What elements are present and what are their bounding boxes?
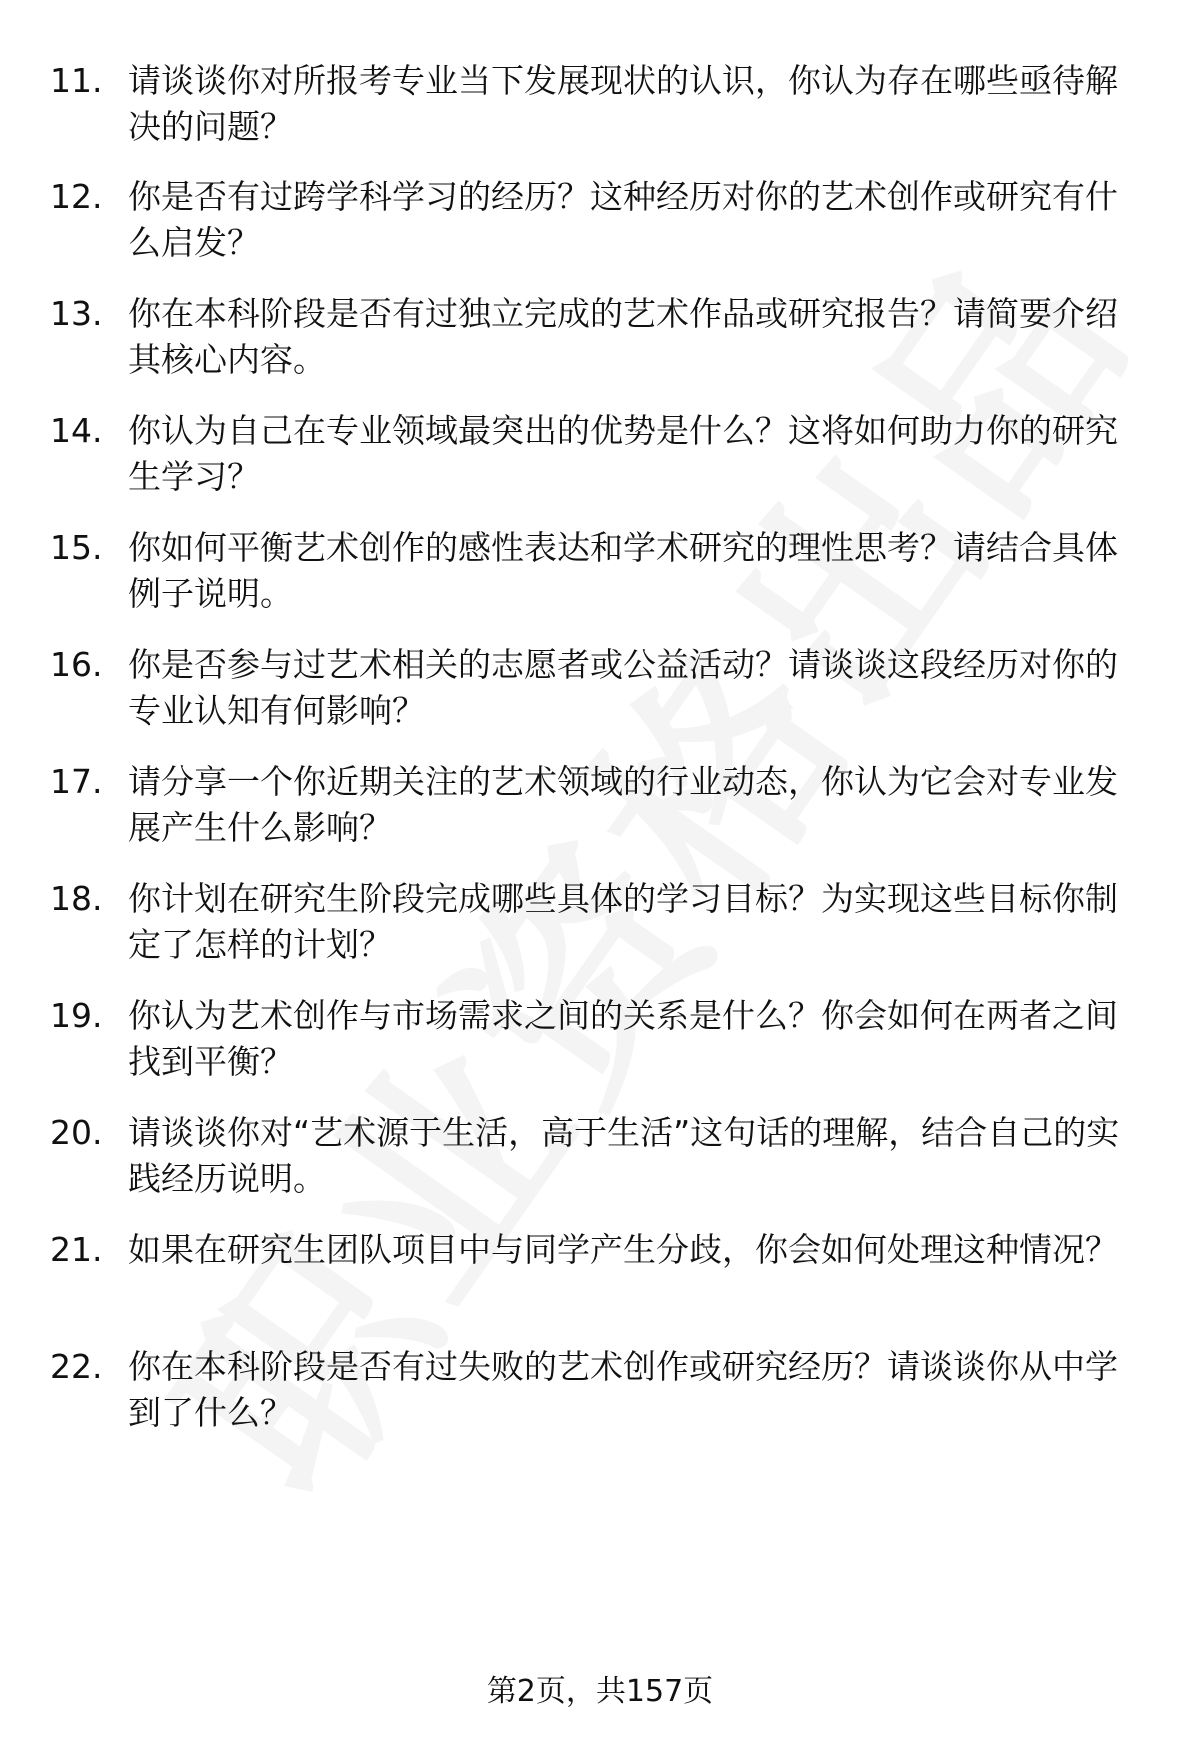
question-item <box>0 993 1200 1113</box>
question-item <box>0 1110 1200 1230</box>
question-number: 14. <box>50 411 103 450</box>
question-number: 18. <box>50 879 103 918</box>
question-item <box>0 291 1200 411</box>
question-number: 13. <box>50 294 103 333</box>
question-text: 你是否参与过艺术相关的志愿者或公益活动？请谈谈这段经历对你的专业认知有何影响？ <box>128 645 1118 730</box>
question-item <box>0 58 1200 178</box>
question-item <box>0 642 1200 762</box>
question-text: 如果在研究生团队项目中与同学产生分歧，你会如何处理这种情况？ <box>128 1230 1118 1269</box>
question-item <box>0 1227 1200 1347</box>
question-item <box>0 876 1200 996</box>
question-number: 19. <box>50 996 103 1035</box>
question-number: 15. <box>50 528 103 567</box>
question-number: 12. <box>50 177 103 216</box>
question-item <box>0 1344 1200 1464</box>
question-number: 21. <box>50 1230 103 1269</box>
question-text: 请分享一个你近期关注的艺术领域的行业动态，你认为它会对专业发展产生什么影响？ <box>128 762 1118 847</box>
question-number: 17. <box>50 762 103 801</box>
question-text: 请谈谈你对所报考专业当下发展现状的认识，你认为存在哪些亟待解决的问题？ <box>128 61 1118 146</box>
page-number-label: 第2页，共157页 <box>486 1674 714 1709</box>
question-text: 你如何平衡艺术创作的感性表达和学术研究的理性思考？请结合具体例子说明。 <box>128 528 1118 613</box>
page-footer <box>0 1672 1200 1712</box>
question-text: 你计划在研究生阶段完成哪些具体的学习目标？为实现这些目标你制定了怎样的计划？ <box>128 879 1118 964</box>
question-item <box>0 408 1200 528</box>
question-item <box>0 759 1200 879</box>
question-number: 22. <box>50 1347 103 1386</box>
question-item <box>0 525 1200 645</box>
question-number: 16. <box>50 645 103 684</box>
question-text: 你在本科阶段是否有过失败的艺术创作或研究经历？请谈谈你从中学到了什么？ <box>128 1347 1118 1432</box>
question-text: 你认为艺术创作与市场需求之间的关系是什么？你会如何在两者之间找到平衡？ <box>128 996 1118 1081</box>
question-text: 你在本科阶段是否有过独立完成的艺术作品或研究报告？请简要介绍其核心内容。 <box>128 294 1118 379</box>
question-text: 请谈谈你对“艺术源于生活，高于生活”这句话的理解，结合自己的实践经历说明。 <box>128 1113 1120 1198</box>
question-number: 20. <box>50 1113 103 1152</box>
question-text: 你认为自己在专业领域最突出的优势是什么？这将如何助力你的研究生学习？ <box>128 411 1118 496</box>
question-text: 你是否有过跨学科学习的经历？这种经历对你的艺术创作或研究有什么启发？ <box>128 177 1118 262</box>
question-number: 11. <box>50 61 103 100</box>
question-item <box>0 174 1200 294</box>
